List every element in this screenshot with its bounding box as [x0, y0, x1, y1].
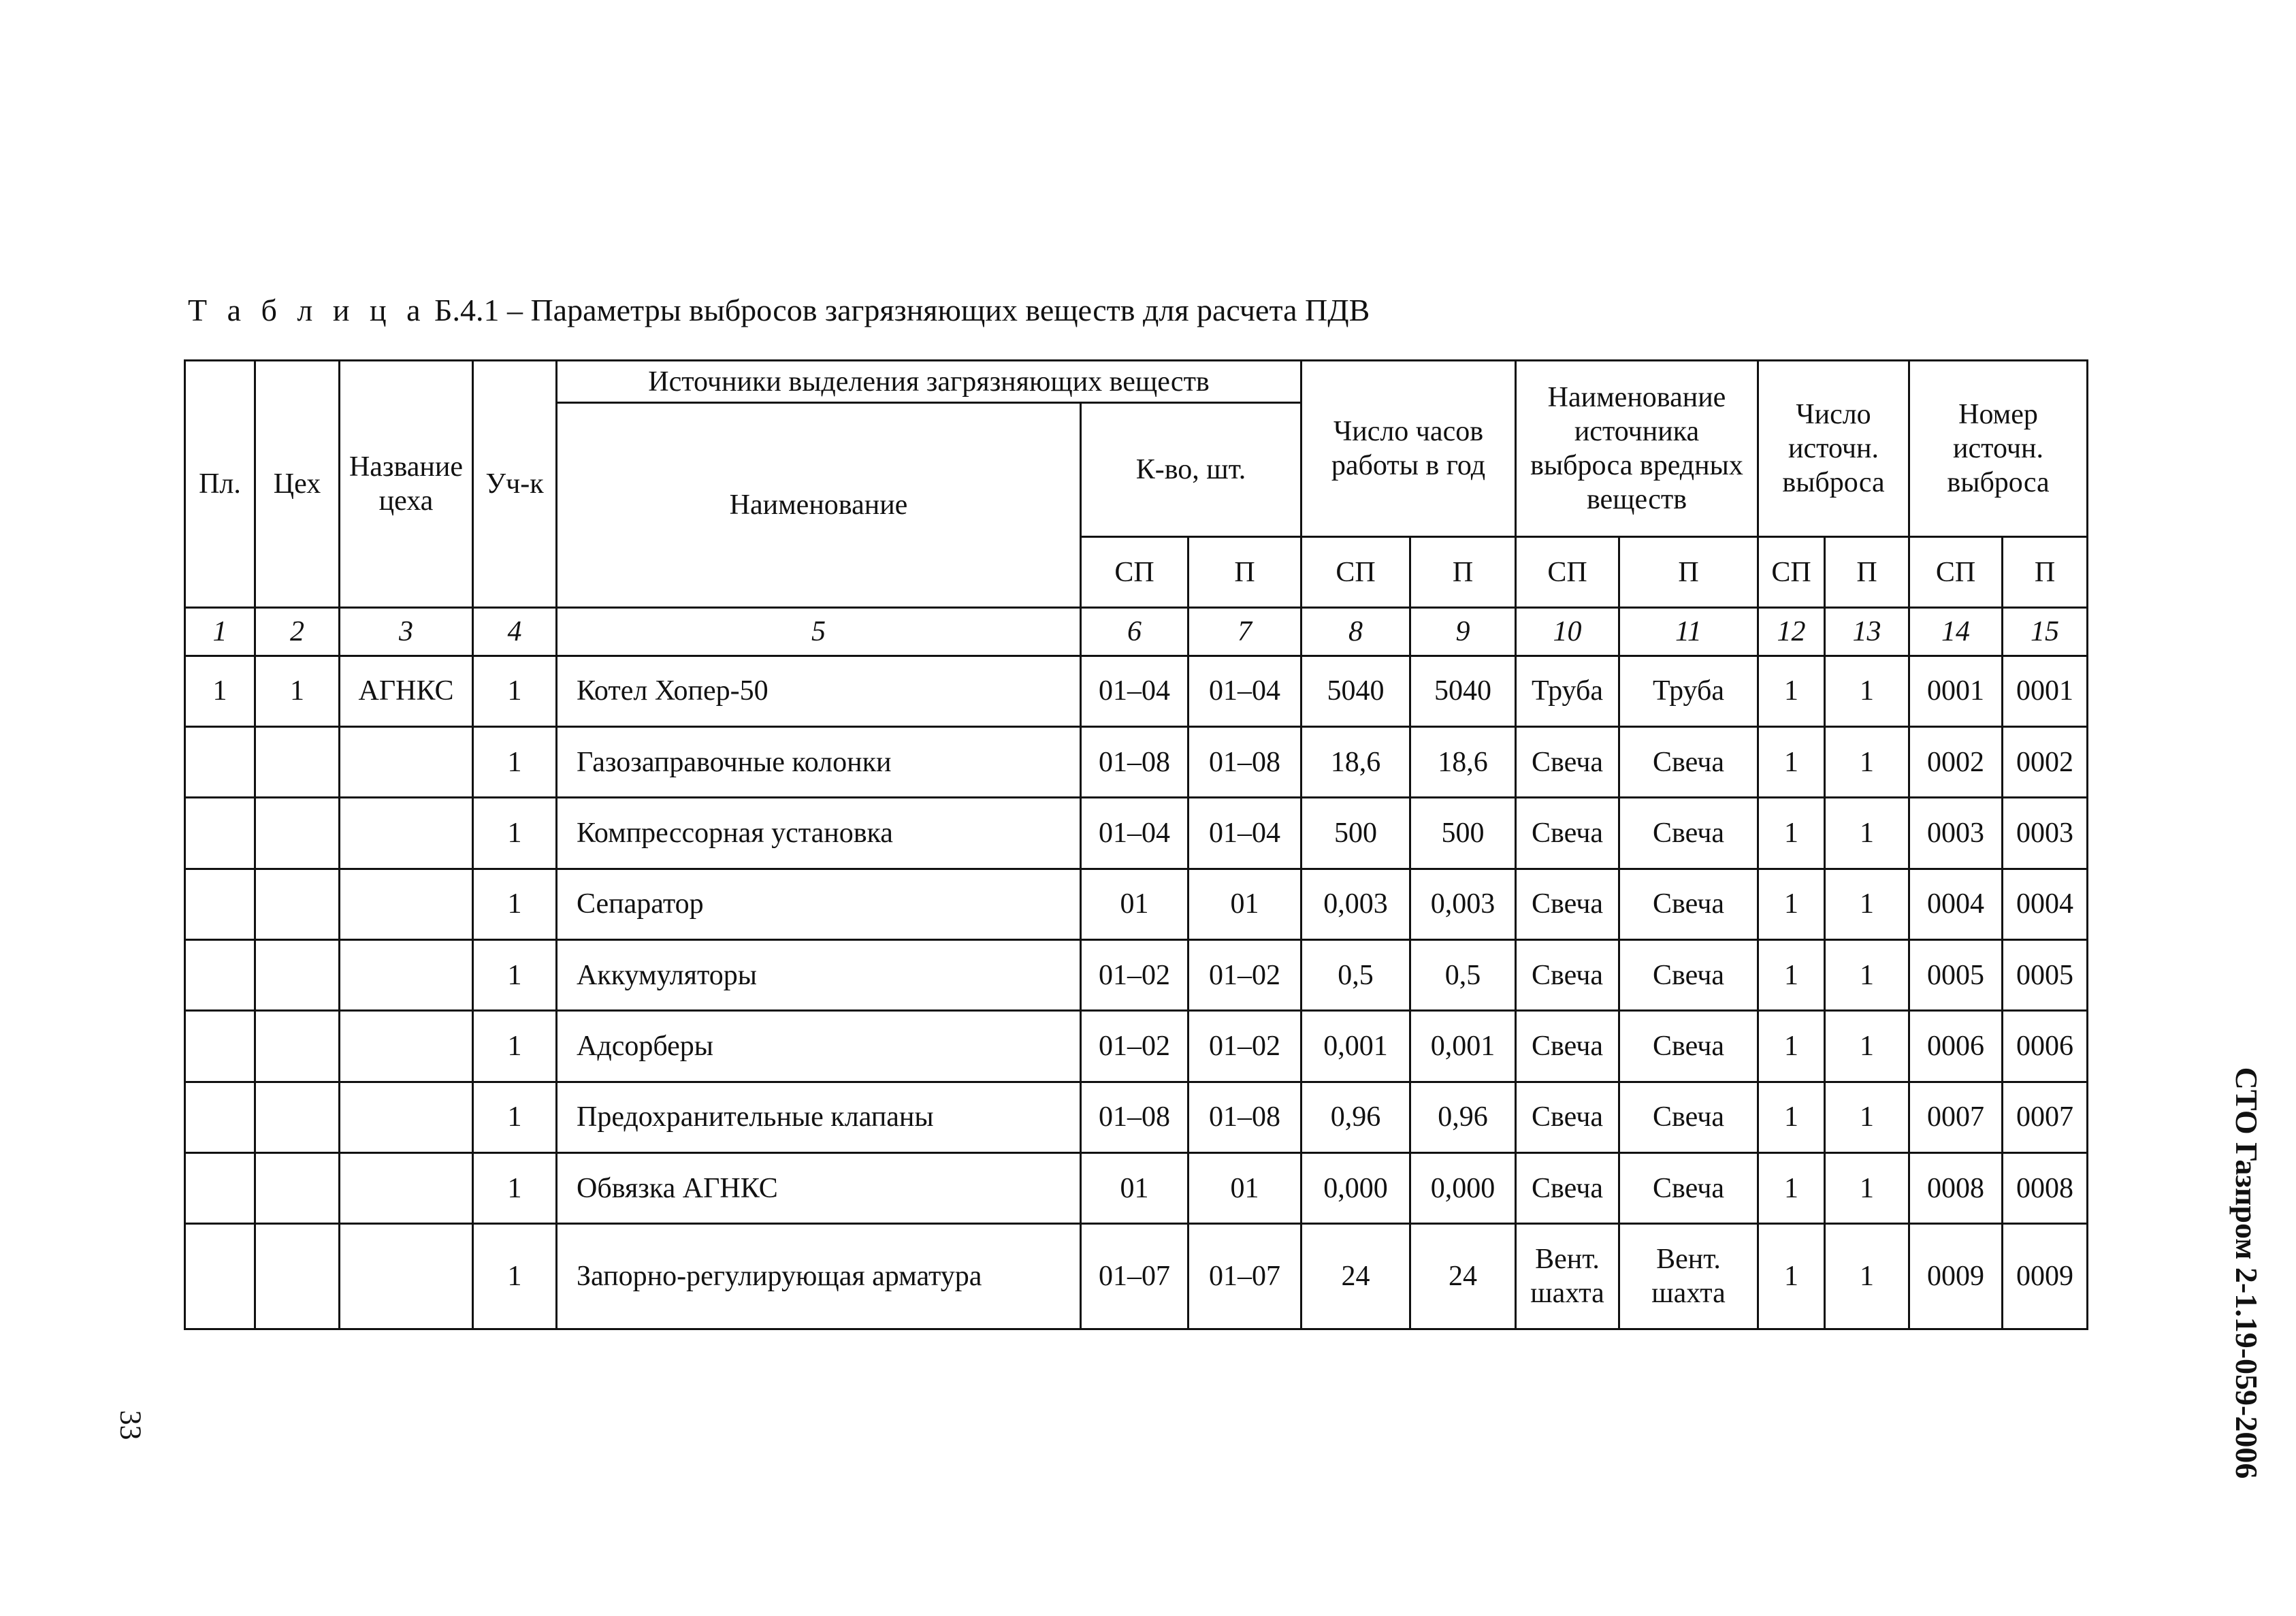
table-cell: 01–08	[1081, 726, 1189, 797]
table-cell	[255, 1153, 340, 1224]
column-number: 8	[1301, 608, 1410, 656]
table-cell: 0,001	[1301, 1011, 1410, 1082]
table-cell: Вент. шахта	[1516, 1224, 1619, 1329]
table-cell: 1	[1825, 1224, 1909, 1329]
table-cell: Свеча	[1516, 798, 1619, 869]
table-cell	[255, 869, 340, 939]
column-number: 5	[557, 608, 1081, 656]
table-cell: 0009	[2003, 1224, 2088, 1329]
table-cell	[340, 939, 473, 1010]
table-cell: 0,96	[1410, 1082, 1516, 1152]
table-cell: 1	[1758, 1224, 1825, 1329]
column-number: 1	[185, 608, 255, 656]
table-body	[185, 656, 2088, 1329]
table-cell: 0007	[1909, 1082, 2003, 1152]
table-cell	[185, 798, 255, 869]
table-cell	[340, 1224, 473, 1329]
page-number: 33	[114, 1410, 148, 1440]
table-cell: 1	[1758, 1153, 1825, 1224]
table-cell: 0008	[2003, 1153, 2088, 1224]
table-cell: 0004	[1909, 869, 2003, 939]
table-cell	[255, 726, 340, 797]
header-p: П	[2003, 536, 2088, 607]
table-cell: Свеча	[1619, 869, 1758, 939]
table-cell: Вент. шахта	[1619, 1224, 1758, 1329]
table-cell: Свеча	[1516, 1153, 1619, 1224]
table-row	[185, 798, 2088, 869]
table-cell: Свеча	[1516, 1082, 1619, 1152]
table-cell: 0,5	[1301, 939, 1410, 1010]
table-cell: Предохранительные клапаны	[557, 1082, 1081, 1152]
table-cell: Свеча	[1619, 1082, 1758, 1152]
table-cell	[255, 939, 340, 1010]
table-cell: 01–04	[1081, 798, 1189, 869]
table-cell: 1	[473, 1011, 557, 1082]
table-cell: Свеча	[1619, 939, 1758, 1010]
table-cell: Запорно-регулирующая арматура	[557, 1224, 1081, 1329]
table-cell: 1	[1758, 656, 1825, 726]
header-chislo-istochn: Число источн. выброса	[1758, 361, 1909, 537]
table-cell: 01–02	[1189, 1011, 1301, 1082]
column-number: 9	[1410, 608, 1516, 656]
caption-text: Б.4.1 – Параметры выбросов загрязняющих веществ для расчета ПДВ	[426, 293, 1370, 327]
table-cell: Труба	[1516, 656, 1619, 726]
header-naim-istochnika: Наименование источника выброса вредных веществ	[1516, 361, 1758, 537]
table-cell	[185, 726, 255, 797]
table-cell: Свеча	[1516, 726, 1619, 797]
table-cell: 18,6	[1301, 726, 1410, 797]
table-cell	[255, 798, 340, 869]
header-nomer-istochn: Номер источн. выброса	[1909, 361, 2088, 537]
header-tsekh: Цех	[255, 361, 340, 608]
table-cell: 24	[1410, 1224, 1516, 1329]
table-cell: 0005	[1909, 939, 2003, 1010]
table-cell: 01–02	[1081, 939, 1189, 1010]
table-cell: 0006	[1909, 1011, 2003, 1082]
table-cell: 0004	[2003, 869, 2088, 939]
table-cell: 0,5	[1410, 939, 1516, 1010]
table-cell: Котел Хопер-50	[557, 656, 1081, 726]
table-cell: 500	[1410, 798, 1516, 869]
table-cell	[340, 798, 473, 869]
header-sp: СП	[1909, 536, 2003, 607]
header-sp: СП	[1758, 536, 1825, 607]
table-cell: 1	[473, 1153, 557, 1224]
table-cell: Свеча	[1619, 1011, 1758, 1082]
header-p: П	[1825, 536, 1909, 607]
table-row	[185, 869, 2088, 939]
table-cell: Аккумуляторы	[557, 939, 1081, 1010]
table-cell: 01–04	[1081, 656, 1189, 726]
table-cell: 01–08	[1081, 1082, 1189, 1152]
table-cell: Свеча	[1619, 726, 1758, 797]
table-cell: 0007	[2003, 1082, 2088, 1152]
column-number: 14	[1909, 608, 2003, 656]
table-cell: Свеча	[1516, 1011, 1619, 1082]
table-cell: 0001	[2003, 656, 2088, 726]
column-number: 15	[2003, 608, 2088, 656]
header-p: П	[1410, 536, 1516, 607]
table-cell: 1	[473, 939, 557, 1010]
table-row	[185, 726, 2088, 797]
table-cell	[340, 726, 473, 797]
header-sp: СП	[1516, 536, 1619, 607]
column-number: 7	[1189, 608, 1301, 656]
table-cell: 0,000	[1301, 1153, 1410, 1224]
header-p: П	[1189, 536, 1301, 607]
table-cell: Адсорберы	[557, 1011, 1081, 1082]
emissions-table	[184, 359, 2088, 1330]
header-chislo-chasov: Число часов работы в год	[1301, 361, 1516, 537]
table-cell: Свеча	[1619, 798, 1758, 869]
table-row	[185, 1224, 2088, 1329]
table-cell: 0002	[1909, 726, 2003, 797]
table-cell: 1	[473, 1082, 557, 1152]
table-cell: 0001	[1909, 656, 2003, 726]
table-cell: 01–02	[1081, 1011, 1189, 1082]
table-cell	[255, 1082, 340, 1152]
table-cell: 500	[1301, 798, 1410, 869]
table-cell: 1	[1758, 1011, 1825, 1082]
header-sp: СП	[1301, 536, 1410, 607]
column-number: 12	[1758, 608, 1825, 656]
header-row-1	[185, 361, 2088, 403]
table-row	[185, 1082, 2088, 1152]
table-cell: 01–04	[1189, 656, 1301, 726]
table-cell: Обвязка АГНКС	[557, 1153, 1081, 1224]
table-cell: 1	[473, 726, 557, 797]
table-cell: 1	[473, 1224, 557, 1329]
table-cell: 1	[1825, 1082, 1909, 1152]
table-cell	[340, 1011, 473, 1082]
table-cell: 01	[1189, 869, 1301, 939]
table-cell: 01–07	[1189, 1224, 1301, 1329]
header-naimenovanie: Наименование	[557, 403, 1081, 608]
table-row	[185, 1011, 2088, 1082]
table-cell: Сепаратор	[557, 869, 1081, 939]
table-cell: 1	[473, 798, 557, 869]
table-cell: 0,96	[1301, 1082, 1410, 1152]
table-cell: 1	[1758, 726, 1825, 797]
header-uchk: Уч-к	[473, 361, 557, 608]
column-number: 3	[340, 608, 473, 656]
column-number: 13	[1825, 608, 1909, 656]
table-cell: 1	[1825, 939, 1909, 1010]
column-number: 2	[255, 608, 340, 656]
table-cell: Газозаправочные колонки	[557, 726, 1081, 797]
table-cell: 01–04	[1189, 798, 1301, 869]
table-cell: 0005	[2003, 939, 2088, 1010]
table-cell: 01	[1081, 1153, 1189, 1224]
table-cell: 0009	[1909, 1224, 2003, 1329]
column-number: 11	[1619, 608, 1758, 656]
table-cell: 1	[1758, 1082, 1825, 1152]
table-cell: Свеча	[1516, 869, 1619, 939]
table-cell: 0,001	[1410, 1011, 1516, 1082]
standard-code: СТО Газпром 2-1.19-059-2006	[2229, 1067, 2264, 1479]
table-cell	[185, 1082, 255, 1152]
table-cell: 0002	[2003, 726, 2088, 797]
table-cell: Компрессорная установка	[557, 798, 1081, 869]
table-cell: Труба	[1619, 656, 1758, 726]
table-cell: 0003	[1909, 798, 2003, 869]
table-caption	[188, 291, 1370, 329]
table-cell	[255, 1011, 340, 1082]
table-cell	[340, 1082, 473, 1152]
table-cell	[340, 869, 473, 939]
header-istochniki: Источники выделения загрязняющих веществ	[557, 361, 1301, 403]
table-cell	[185, 939, 255, 1010]
table-cell: 0006	[2003, 1011, 2088, 1082]
column-number-row	[185, 608, 2088, 656]
table-row	[185, 1153, 2088, 1224]
table-cell	[185, 869, 255, 939]
table-cell	[185, 1224, 255, 1329]
table-cell: 1	[473, 656, 557, 726]
caption-prefix: Т а б л и ц а	[188, 293, 427, 327]
header-sp: СП	[1081, 536, 1189, 607]
column-number: 6	[1081, 608, 1189, 656]
table-cell: 1	[1825, 869, 1909, 939]
table-cell: 0008	[1909, 1153, 2003, 1224]
table-cell: 01–07	[1081, 1224, 1189, 1329]
table-cell: 01	[1081, 869, 1189, 939]
table-cell: 0,000	[1410, 1153, 1516, 1224]
table-row	[185, 656, 2088, 726]
table-cell: 1	[185, 656, 255, 726]
header-kvo: К-во, шт.	[1081, 403, 1301, 537]
header-p: П	[1619, 536, 1758, 607]
table-cell: 0003	[2003, 798, 2088, 869]
column-number: 10	[1516, 608, 1619, 656]
table-cell: 1	[1758, 869, 1825, 939]
table-row	[185, 939, 2088, 1010]
column-number: 4	[473, 608, 557, 656]
table-cell	[340, 1153, 473, 1224]
table-cell: 1	[1758, 939, 1825, 1010]
table-cell: 1	[473, 869, 557, 939]
table-cell: 01	[1189, 1153, 1301, 1224]
table-cell: 01–08	[1189, 726, 1301, 797]
table-cell: 1	[1825, 726, 1909, 797]
table-cell	[185, 1011, 255, 1082]
table-cell: 1	[1758, 798, 1825, 869]
header-pl: Пл.	[185, 361, 255, 608]
table-cell: 5040	[1410, 656, 1516, 726]
header-nazvanie-tsekha: Название цеха	[340, 361, 473, 608]
table-cell: Свеча	[1619, 1153, 1758, 1224]
table-cell: 18,6	[1410, 726, 1516, 797]
table-cell: 0,003	[1301, 869, 1410, 939]
table-cell: 5040	[1301, 656, 1410, 726]
table-cell: 1	[1825, 1153, 1909, 1224]
table-cell	[255, 1224, 340, 1329]
table-cell: Свеча	[1516, 939, 1619, 1010]
table-cell: 01–02	[1189, 939, 1301, 1010]
table-cell	[185, 1153, 255, 1224]
table-cell: 24	[1301, 1224, 1410, 1329]
table-cell: АГНКС	[340, 656, 473, 726]
table-cell: 0,003	[1410, 869, 1516, 939]
table-cell: 01–08	[1189, 1082, 1301, 1152]
table-cell: 1	[1825, 798, 1909, 869]
table-cell: 1	[1825, 1011, 1909, 1082]
table-cell: 1	[255, 656, 340, 726]
table-cell: 1	[1825, 656, 1909, 726]
